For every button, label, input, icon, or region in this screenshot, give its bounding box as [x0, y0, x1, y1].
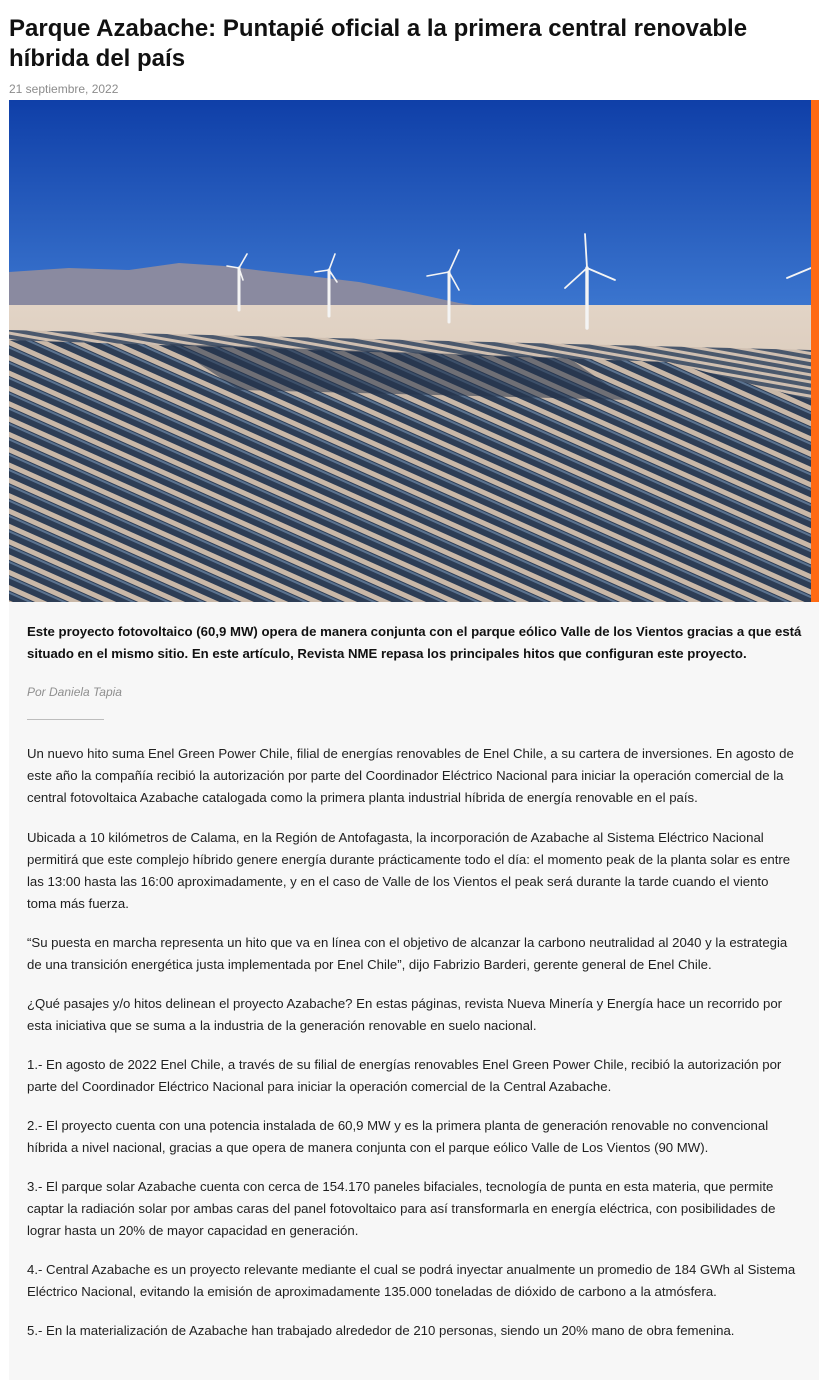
article-lead: Este proyecto fotovoltaico (60,9 MW) opera de manera conjunta con el parque eólico Valle de los Vientos gracias a que está situado en el mismo sitio. En este artículo, Revista NME repasa los principales hitos que configuran este proyecto. [27, 624, 802, 661]
article-paragraph: Ubicada a 10 kilómetros de Calama, en la Región de Antofagasta, la incorporación de Azabache al Sistema Eléctrico Nacional permitirá que este complejo híbrido genere energía durante prácticamente todo el día: el momento peak de la planta solar es entre las 13:00 hasta las 16:00 aproximadamente, y en el caso de Valle de los Vientos el peak será durante la tarde cuando el viento toma más fuerza. [27, 830, 791, 911]
article-author: Por Daniela Tapia [27, 685, 122, 699]
article-paragraph: ¿Qué pasajes y/o hitos delinean el proyecto Azabache? En estas páginas, revista Nueva Minería y Energía hace un recorrido por esta iniciativa que se suma a la industria de la generación renovable en suelo nacional. [27, 996, 783, 1033]
article-paragraph: Un nuevo hito suma Enel Green Power Chile, filial de energías renovables de Enel Chile, a su cartera de inversiones. En agosto de este año la compañía recibió la autorización por parte del Coordinador Eléctrico Nacional para iniciar la operación comercial de la central fotovoltaica Azabache catalogada como la primera planta industrial híbrida de energía renovable en el país. [27, 746, 794, 805]
article-list-item: 3.- El parque solar Azabache cuenta con cerca de 154.170 paneles bifaciales, tecnología de punta en esta materia, que permite captar la radiación solar por ambas caras del panel fotovoltaico para así transformarla en energía eléctrica, con posibilidades de lograr hasta un 20% de mayor capacidad en generación. [27, 1179, 776, 1238]
article-list-item: 5.- En la materialización de Azabache han trabajado alrededor de 210 personas, siendo un 20% mano de obra femenina. [27, 1323, 735, 1338]
hero-image [9, 100, 811, 602]
article-list-item: 4.- Central Azabache es un proyecto relevante mediante el cual se podrá inyectar anualmente un promedio de 184 GWh al Sistema Eléctrico Nacional, evitando la emisión de aproximadamente 135.000 toneladas de dióxido de carbono a la atmósfera. [27, 1262, 796, 1299]
accent-bar [811, 100, 819, 604]
article-title: Parque Azabache: Puntapié oficial a la primera central renovable híbrida del país [9, 15, 748, 72]
publish-date: 21 septiembre, 2022 [9, 82, 119, 96]
article-list-item: 1.- En agosto de 2022 Enel Chile, a través de su filial de energías renovables Enel Green Power Chile, recibió la autorización por parte del Coordinador Eléctrico Nacional para iniciar la operación comercial de la Central Azabache. [27, 1057, 782, 1094]
article-list-item: 2.- El proyecto cuenta con una potencia instalada de 60,9 MW y es la primera planta de generación renovable no convencional híbrida a nivel nacional, gracias a que opera de manera conjunta con el parque eólico Valle de Los Vientos (90 MW). [27, 1118, 769, 1155]
article-paragraph: “Su puesta en marcha representa un hito que va en línea con el objetivo de alcanzar la carbono neutralidad al 2040 y la estrategia de una transición energética justa implementada por Enel Chile”, dijo Fabrizio Barderi, gerente general de Enel Chile. [27, 935, 788, 972]
solar-wind-park-photo [9, 100, 811, 602]
divider [27, 719, 104, 720]
